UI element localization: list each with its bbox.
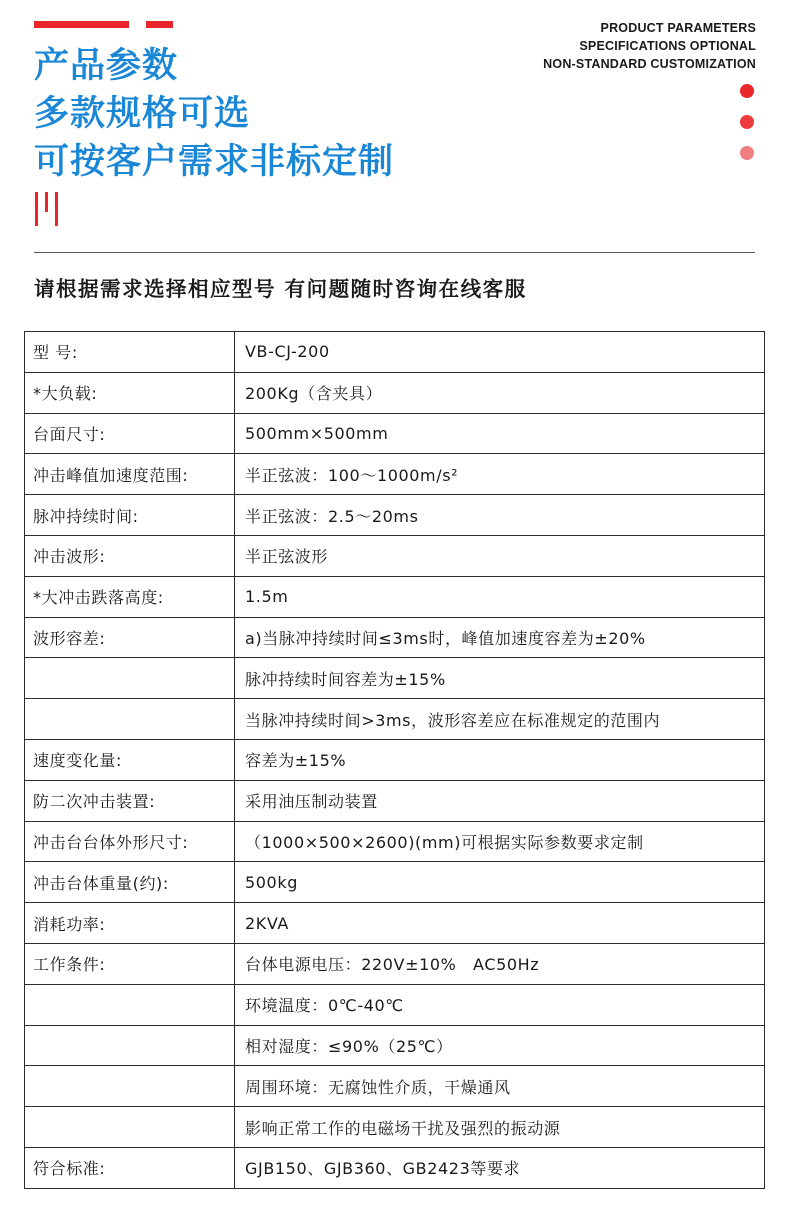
decorative-dot <box>740 146 754 160</box>
heading-line-1: 产品参数 <box>34 46 179 86</box>
param-label: 冲击波形: <box>25 535 235 576</box>
table-row <box>25 332 765 373</box>
param-value: 1.5m <box>235 576 765 617</box>
param-value: 当脉冲持续时间>3ms，波形容差应在标准规定的范围内 <box>235 699 765 740</box>
table-row <box>25 1066 765 1107</box>
param-label: 冲击峰值加速度范围: <box>25 454 235 495</box>
heading-line-3: 可按客户需求非标定制 <box>34 142 395 182</box>
table-row <box>25 903 765 944</box>
param-value: 半正弦波：100～1000m/s² <box>235 454 765 495</box>
accent-bar-long <box>34 21 129 28</box>
param-value: 影响正常工作的电磁场干扰及强烈的振动源 <box>235 1107 765 1148</box>
table-row <box>25 1147 765 1188</box>
spec-table <box>24 331 765 1189</box>
param-label: 符合标准: <box>25 1147 235 1188</box>
param-value: 半正弦波：2.5～20ms <box>235 495 765 536</box>
subtitle: 请根据需求选择相应型号 有问题随时咨询在线客服 <box>34 277 527 301</box>
param-label <box>25 984 235 1025</box>
decorative-dot <box>740 84 754 98</box>
param-label: 冲击台台体外形尺寸: <box>25 821 235 862</box>
param-value: 500mm×500mm <box>235 413 765 454</box>
table-row <box>25 699 765 740</box>
param-value: 2KVA <box>235 903 765 944</box>
table-row <box>25 372 765 413</box>
param-label: 冲击台体重量(约): <box>25 862 235 903</box>
param-value: （1000×500×2600)(mm)可根据实际参数要求定制 <box>235 821 765 862</box>
table-row <box>25 576 765 617</box>
param-label <box>25 1066 235 1107</box>
param-label: 速度变化量: <box>25 739 235 780</box>
param-label: 工作条件: <box>25 943 235 984</box>
param-label: 型 号: <box>25 332 235 373</box>
param-value: 容差为±15% <box>235 739 765 780</box>
table-row <box>25 495 765 536</box>
table-row <box>25 739 765 780</box>
param-label: 台面尺寸: <box>25 413 235 454</box>
param-label: 防二次冲击装置: <box>25 780 235 821</box>
param-value: 台体电源电压：220V±10% AC50Hz <box>235 943 765 984</box>
param-label <box>25 1107 235 1148</box>
table-row <box>25 862 765 903</box>
english-line-3: NON-STANDARD CUSTOMIZATION <box>543 57 756 71</box>
param-value: 相对湿度：≤90%（25℃） <box>235 1025 765 1066</box>
param-label: 波形容差: <box>25 617 235 658</box>
table-row <box>25 780 765 821</box>
param-value: 周围环境：无腐蚀性介质，干燥通风 <box>235 1066 765 1107</box>
param-value: a)当脉冲持续时间≤3ms时，峰值加速度容差为±20% <box>235 617 765 658</box>
table-row <box>25 535 765 576</box>
param-label: 消耗功率: <box>25 903 235 944</box>
param-value: GJB150、GJB360、GB2423等要求 <box>235 1147 765 1188</box>
table-row <box>25 1107 765 1148</box>
param-label: *大冲击跌落高度: <box>25 576 235 617</box>
english-line-1: PRODUCT PARAMETERS <box>600 21 756 35</box>
english-heading <box>543 19 756 73</box>
param-value: 500kg <box>235 862 765 903</box>
param-value: 半正弦波形 <box>235 535 765 576</box>
table-row <box>25 413 765 454</box>
param-value: VB-CJ-200 <box>235 332 765 373</box>
param-value: 200Kg（含夹具） <box>235 372 765 413</box>
table-row <box>25 617 765 658</box>
table-row <box>25 821 765 862</box>
decorative-marks <box>35 192 61 226</box>
param-label <box>25 1025 235 1066</box>
table-row <box>25 454 765 495</box>
param-label <box>25 658 235 699</box>
table-row <box>25 984 765 1025</box>
table-row <box>25 943 765 984</box>
table-row <box>25 658 765 699</box>
param-value: 采用油压制动装置 <box>235 780 765 821</box>
param-label: 脉冲持续时间: <box>25 495 235 536</box>
accent-bar-short <box>146 21 173 28</box>
divider <box>34 252 755 253</box>
heading-line-2: 多款规格可选 <box>34 94 251 134</box>
table-row <box>25 1025 765 1066</box>
param-label <box>25 699 235 740</box>
param-value: 环境温度：0℃-40℃ <box>235 984 765 1025</box>
param-value: 脉冲持续时间容差为±15% <box>235 658 765 699</box>
decorative-dot <box>740 115 754 129</box>
param-label: *大负载: <box>25 372 235 413</box>
english-line-2: SPECIFICATIONS OPTIONAL <box>579 39 756 53</box>
